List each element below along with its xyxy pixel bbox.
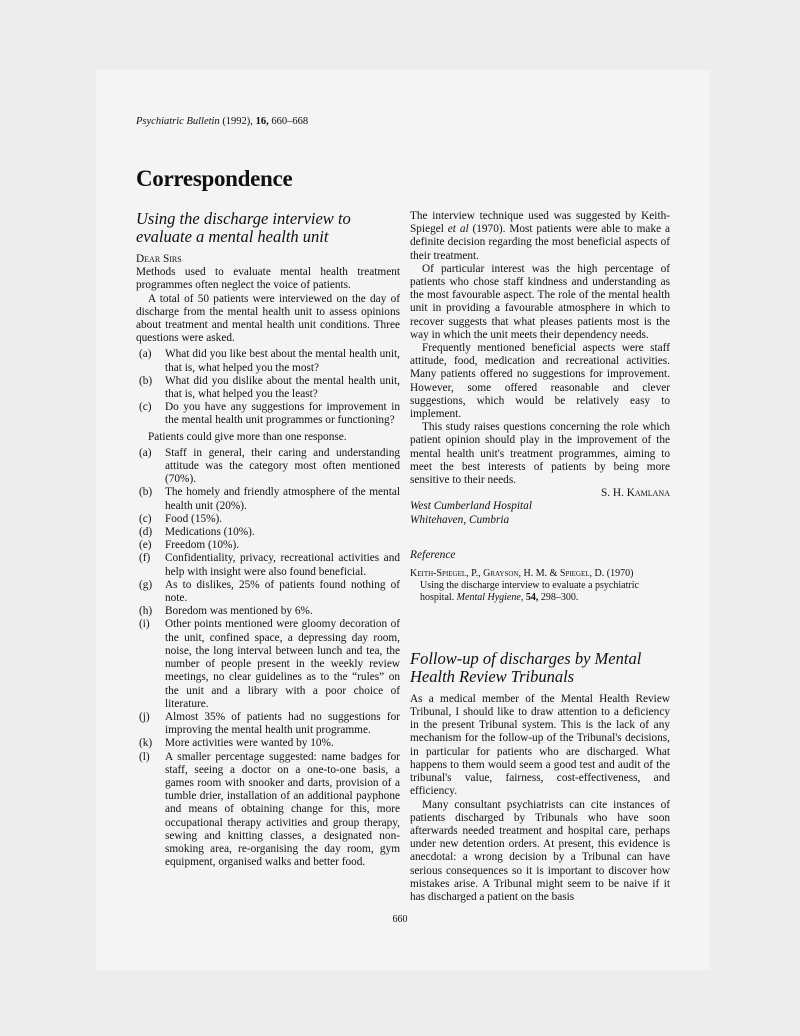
page-number: 660: [392, 914, 408, 925]
author-affiliation-1: West Cumberland Hospital: [410, 500, 532, 513]
list-item: (i) Other points mentioned were gloomy decoration of the unit, confined space, a depressing day room, noise, the long interval between lunch and tea, the number of people present in the weekly review meetings, no clear guidelines as to the “rules” on the unit and a library with a poor choice of literature.: [139, 618, 400, 710]
article1-paragraph-5: Of particular interest was the high percentage of patients who chose staff kindness and understanding as the most favourable aspect. The role of the mental health unit in providing a favourable atmosphere in which to recover suggests that what pleases patients most is the way in which the unit meets their dependency needs.: [410, 262, 670, 341]
reference-entry: [410, 568, 670, 604]
author-affiliation-2: Whitehaven, Cumbria: [410, 513, 510, 526]
article1-paragraph-7: This study raises questions concerning the role which patient opinion should play in the improvement of the mental health unit's treatment programmes, aiming to meet the best interests of patients by being more sensitive to their needs.: [410, 421, 670, 487]
article2-title: Follow-up of discharges by Mental Health Review Tribunals: [410, 648, 642, 686]
list-item: (e) Freedom (10%).: [139, 539, 240, 552]
list-item: (c) Food (15%).: [139, 512, 223, 525]
list-item: (g) As to dislikes, 25% of patients found nothing of note.: [139, 578, 400, 605]
list-item: (h) Boredom was mentioned by 6%.: [139, 605, 313, 618]
reference-pages: 298–300.: [540, 591, 579, 603]
article1-paragraph-1: Methods used to evaluate mental health treatment programmes often neglect the voice of patients.: [136, 266, 400, 292]
reference-journal: Mental Hygiene,: [456, 591, 524, 603]
list-item: (d) Medications (10%).: [139, 526, 255, 539]
left-column: [136, 210, 400, 872]
article2-paragraph-1: As a medical member of the Mental Health Review Tribunal, I should like to draw attention to a deficiency in the present Tribunal system. This is the lack of any mechanism for the follow-up of the Tribunal's decisions, in particular for patients who are discharged. What happens to them would seem a good test and audit of the tribunal's value, fairness, cost-effectiveness, and efficiency.: [410, 692, 670, 798]
list-item: (b) What did you dislike about the mental health unit, that is, what helped you the least?: [139, 374, 400, 401]
journal-pages: 660–668: [271, 116, 309, 127]
reference-volume: 54,: [525, 591, 539, 603]
article1-paragraph-2: A total of 50 patients were interviewed on the day of discharge from the mental health unit to assess opinions about treatment and mental health unit conditions. Three questions were asked.: [136, 292, 400, 345]
article1-title: Using the discharge interview to evaluate a mental health unit: [136, 209, 351, 246]
list-item: (k) More activities were wanted by 10%.: [139, 737, 334, 750]
salutation: Dear Sirs: [136, 253, 182, 265]
journal-volume: 16,: [255, 116, 269, 127]
list-item: (j) Almost 35% of patients had no suggestions for improving the mental health unit programme.: [139, 710, 400, 737]
list-item: (c) Do you have any suggestions for improvement in the mental health unit programmes or functioning?: [139, 401, 400, 427]
list-item: (l) A smaller percentage suggested: name badges for staff, seeing a doctor on a one-to-one basis, a games room with snooker and darts, provision of a tumble drier, installation of an additional payphone and means of obtaining change for this, more occupational therapy activities and group therapy, sewing and knitting classes, a designated non-smoking area, re-organising the day room, gym equipment, organised walks and better food.: [139, 750, 400, 869]
journal-year: (1992),: [222, 116, 253, 127]
list-item: (b) The homely and friendly atmosphere of the mental health unit (20%).: [139, 486, 400, 512]
list-item: (f) Confidentiality, privacy, recreational activities and help with insight were also found beneficial.: [139, 552, 400, 578]
author-signature: S. H. Kamlana: [600, 487, 670, 500]
section-title: Correspondence: [136, 166, 293, 191]
reference-heading: Reference: [410, 548, 456, 561]
reference-authors: Keith-Spiegel, P., Grayson, H. M. & Spiegel, D. (1970): [410, 567, 634, 579]
article2-paragraph-2: Many consultant psychiatrists can cite instances of patients discharged by Tribunals who have soon afterwards needed treatment and hospital care, perhaps under new detention orders. At present, this evidence is anecdotal: a wrong decision by a Tribunal can have serious consequences so it is important to discover how mistakes arise. A Tribunal might seem to be naive if it has discharged a patient on the basis: [410, 798, 670, 903]
article1-paragraph-6: Frequently mentioned beneficial aspects were staff attitude, food, medication and recreational activities. Many patients offered no suggestions for improvement. However, some offered reasonable and clever suggestions, which would be relatively easy to implement.: [410, 342, 670, 421]
journal-name: Psychiatric Bulletin: [136, 116, 220, 127]
article1-paragraph-3: Patients could give more than one response.: [148, 430, 347, 443]
right-column: [410, 210, 670, 904]
running-head: [136, 116, 308, 127]
responses-list: [136, 447, 400, 870]
article1-paragraph-4: The interview technique used was suggested by Keith-Spiegel et al (1970). Most patients were able to make a definite decision regarding the most beneficial aspects of their treatment.: [410, 210, 671, 262]
list-item: (a) What did you like best about the mental health unit, that is, what helped you the most?: [139, 348, 400, 374]
list-item: (a) Staff in general, their caring and understanding attitude was the category most often mentioned (70%).: [139, 446, 400, 486]
article2: [410, 650, 670, 904]
questions-list: [136, 348, 400, 427]
reference-title: Using the discharge interview to evaluate a psychiatric hospital.: [420, 579, 639, 603]
